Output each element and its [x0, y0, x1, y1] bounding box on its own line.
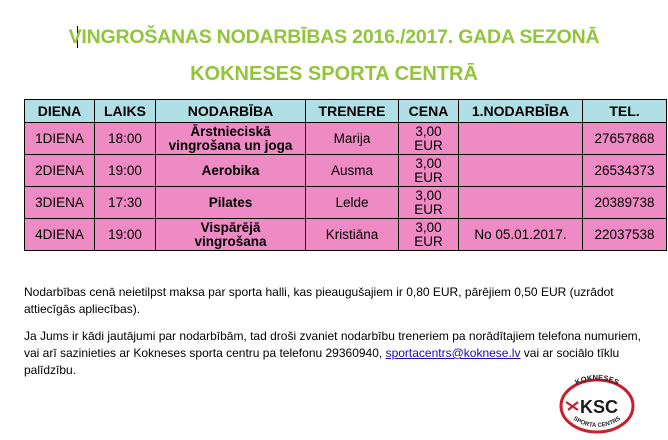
price-currency: EUR — [414, 201, 443, 217]
table-row — [25, 187, 667, 219]
email-link[interactable]: sportacentrs@koknese.lv — [385, 346, 521, 360]
cell-cena — [399, 219, 459, 251]
cell-trenere: Ausma — [306, 155, 399, 187]
fee-note: Nodarbības cenā neietilpst maksa par sporta halli, kas pieaugušajiem ir 0,80 EUR, pārējiem 0,50 EUR (uzrādot attiecīgās apliecības). — [24, 285, 614, 316]
header-diena: DIENA — [25, 100, 95, 123]
header-nodarbiba: NODARBĪBA — [156, 100, 306, 123]
cell-cena — [399, 187, 459, 219]
price-value: 3,00 — [415, 123, 442, 139]
activity-line2: vingrošana — [194, 233, 267, 249]
header-trenere: TRENERE — [306, 100, 399, 123]
activity-line1: Ārstnieciskā — [190, 123, 271, 139]
cell-tel: 20389738 — [583, 187, 667, 219]
cell-trenere: Lelde — [306, 187, 399, 219]
cell-diena: 1DIENA — [25, 123, 95, 155]
cell-laiks: 19:00 — [95, 155, 156, 187]
cell-trenere: Kristiāna — [306, 219, 399, 251]
cell-nodarbiba — [156, 219, 306, 251]
table-row — [25, 123, 667, 155]
page-title: VINGROŠANAS NODARBĪBAS 2016./2017. GADA SEZONĀ — [68, 26, 600, 48]
price-value: 3,00 — [415, 187, 442, 203]
schedule-table — [24, 99, 667, 251]
cell-cena — [399, 155, 459, 187]
logo-main-text: KSC — [579, 397, 619, 417]
header-tel: TEL. — [583, 100, 667, 123]
cell-trenere: Marija — [306, 123, 399, 155]
cell-nodarbiba: Pilates — [156, 187, 306, 219]
logo-top-text: KOKNESES — [573, 372, 621, 387]
table-header-row — [25, 100, 667, 123]
price-value: 3,00 — [415, 219, 442, 235]
table-row — [25, 219, 667, 251]
price-value: 3,00 — [415, 155, 442, 171]
cell-tel: 26534373 — [583, 155, 667, 187]
header-cena: CENA — [399, 100, 459, 123]
ksc-logo — [556, 372, 638, 436]
logo-bottom-text: SPORTA CENTRS — [571, 415, 623, 429]
contact-text-end: vai ar sociālo tīklu palīdzību. — [24, 346, 620, 377]
page-subtitle: KOKNESES SPORTA CENTRĀ — [190, 63, 478, 85]
cell-nodarbiba: Aerobika — [156, 155, 306, 187]
activity-line2: vingrošana un joga — [168, 137, 293, 153]
price-currency: EUR — [414, 137, 443, 153]
cell-tel: 27657868 — [583, 123, 667, 155]
cell-laiks: 17:30 — [95, 187, 156, 219]
logo-cross-icon — [566, 402, 578, 410]
activity-line1: Vispārējā — [200, 219, 261, 235]
cell-nodarbiba — [156, 123, 306, 155]
contact-text: Ja Jums ir kādi jautājumi par nodarbībām, tad droši zvaniet nodarbību treneriem pa norādītajiem telefona numuriem, vai arī sazinieties ar Kokneses sporta centru pa telefonu 29360940, — [24, 329, 641, 360]
cell-tel: 22037538 — [583, 219, 667, 251]
price-currency: EUR — [414, 169, 443, 185]
header-laiks: LAIKS — [95, 100, 156, 123]
cell-cena — [399, 123, 459, 155]
header-first-session: 1.NODARBĪBA — [459, 100, 583, 123]
table-row — [25, 155, 667, 187]
cell-first-session: No 05.01.2017. — [459, 219, 583, 251]
cell-diena: 4DIENA — [25, 219, 95, 251]
cell-diena: 3DIENA — [25, 187, 95, 219]
cell-first-session — [459, 187, 583, 219]
price-currency: EUR — [414, 233, 443, 249]
cell-first-session — [459, 155, 583, 187]
cell-first-session — [459, 123, 583, 155]
cell-laiks: 19:00 — [95, 219, 156, 251]
cell-laiks: 18:00 — [95, 123, 156, 155]
cell-diena: 2DIENA — [25, 155, 95, 187]
contact-note — [24, 328, 644, 379]
